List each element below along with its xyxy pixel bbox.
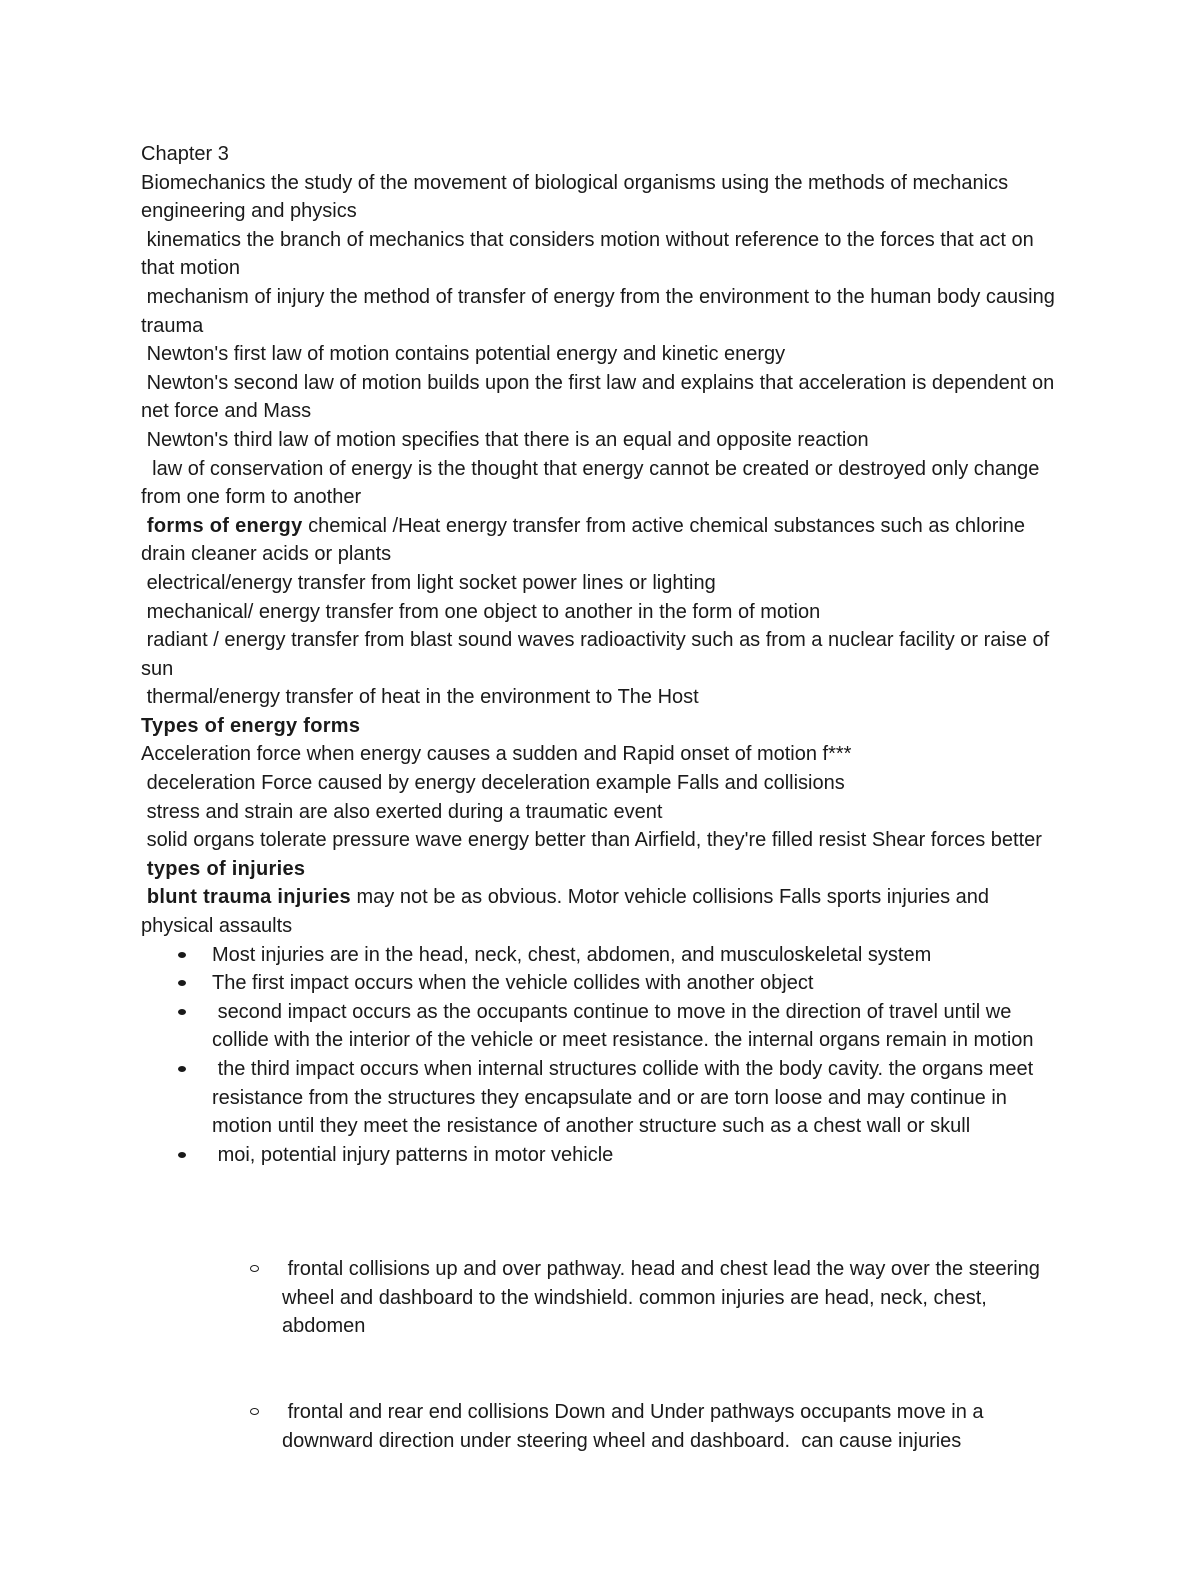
paragraph-solid-organs: solid organs tolerate pressure wave energy better than Airfield, they're filled resist Shear forces better (141, 829, 1042, 852)
paragraph-thermal-energy: thermal/energy transfer of heat in the environment to The Host (141, 686, 699, 709)
paragraph-stress-and-strain: stress and strain are also exerted during a traumatic event (141, 800, 663, 823)
sub-list-item: frontal collisions up and over pathway. head and chest lead the way over the steering wheel and dashboard to the windshield. common injuries are head, neck, chest, abdomen (282, 1255, 1061, 1341)
impact-bullet-list (141, 941, 1061, 1570)
paragraph-forms-of-energy (141, 512, 1061, 569)
paragraph-newton-first-law: Newton's first law of motion contains potential energy and kinetic energy (141, 343, 786, 366)
paragraph-conservation-of-energy: law of conservation of energy is the thought that energy cannot be created or destroyed only change from one form to another (141, 457, 1045, 509)
forms-of-energy-text: chemical /Heat energy transfer from active chemical substances such as chlorine drain cleaner acids or plants (141, 514, 1031, 566)
types-of-energy-heading: Types of energy forms (141, 714, 361, 737)
list-item: the third impact occurs when internal structures collide with the body cavity. the organs meet resistance from the structures they encapsulate and or are torn loose and may continue in motion until they meet the resistance of another structure such as a chest wall or skull (212, 1055, 1061, 1141)
paragraph-biomechanics: Biomechanics the study of the movement of biological organisms using the methods of mechanics engineering and physics (141, 171, 1014, 223)
types-of-injuries-heading: types of injuries (141, 857, 306, 880)
paragraph-radiant-energy: radiant / energy transfer from blast sound waves radioactivity such as from a nuclear facility or raise of sun (141, 629, 1055, 680)
sub-list-item: frontal and rear end collisions Down and Under pathways occupants move in a downward direction under steering wheel and dashboard. can cause injuries (282, 1398, 1061, 1455)
list-item-moi (212, 1141, 1061, 1570)
moi-text: moi, potential injury patterns in motor vehicle (212, 1143, 614, 1166)
paragraph-newton-third-law: Newton's third law of motion specifies that there is an equal and opposite reaction (141, 428, 869, 451)
moi-sub-list (212, 1198, 1061, 1513)
paragraph-electrical-energy: electrical/energy transfer from light socket power lines or lighting (141, 571, 716, 594)
forms-of-energy-label: forms of energy (141, 514, 303, 537)
paragraph-blunt-trauma (141, 883, 1061, 940)
chapter-heading: Chapter 3 (141, 143, 229, 165)
paragraph-acceleration-force: Acceleration force when energy causes a sudden and Rapid onset of motion f*** (141, 743, 852, 766)
paragraph-kinematics: kinematics the branch of mechanics that considers motion without reference to the forces that act on that motion (141, 228, 1040, 280)
paragraph-mechanical-energy: mechanical/ energy transfer from one object to another in the form of motion (141, 600, 821, 623)
paragraph-newton-second-law: Newton's second law of motion builds upon the first law and explains that acceleration is dependent on net force and Mass (141, 371, 1060, 423)
paragraph-mechanism-of-injury: mechanism of injury the method of transfer of energy from the environment to the human body causing trauma (141, 285, 1061, 337)
document-page (141, 140, 1061, 1570)
list-item: Most injuries are in the head, neck, chest, abdomen, and musculoskeletal system (212, 941, 1061, 970)
list-item: second impact occurs as the occupants continue to move in the direction of travel until we collide with the interior of the vehicle or meet resistance. the internal organs remain in motion (212, 998, 1061, 1055)
list-item: The first impact occurs when the vehicle collides with another object (212, 969, 1061, 998)
paragraph-deceleration-force: deceleration Force caused by energy deceleration example Falls and collisions (141, 772, 845, 795)
blunt-trauma-label: blunt trauma injuries (141, 886, 351, 909)
blunt-trauma-text: may not be as obvious. Motor vehicle collisions Falls sports injuries and physical assaults (141, 886, 995, 938)
